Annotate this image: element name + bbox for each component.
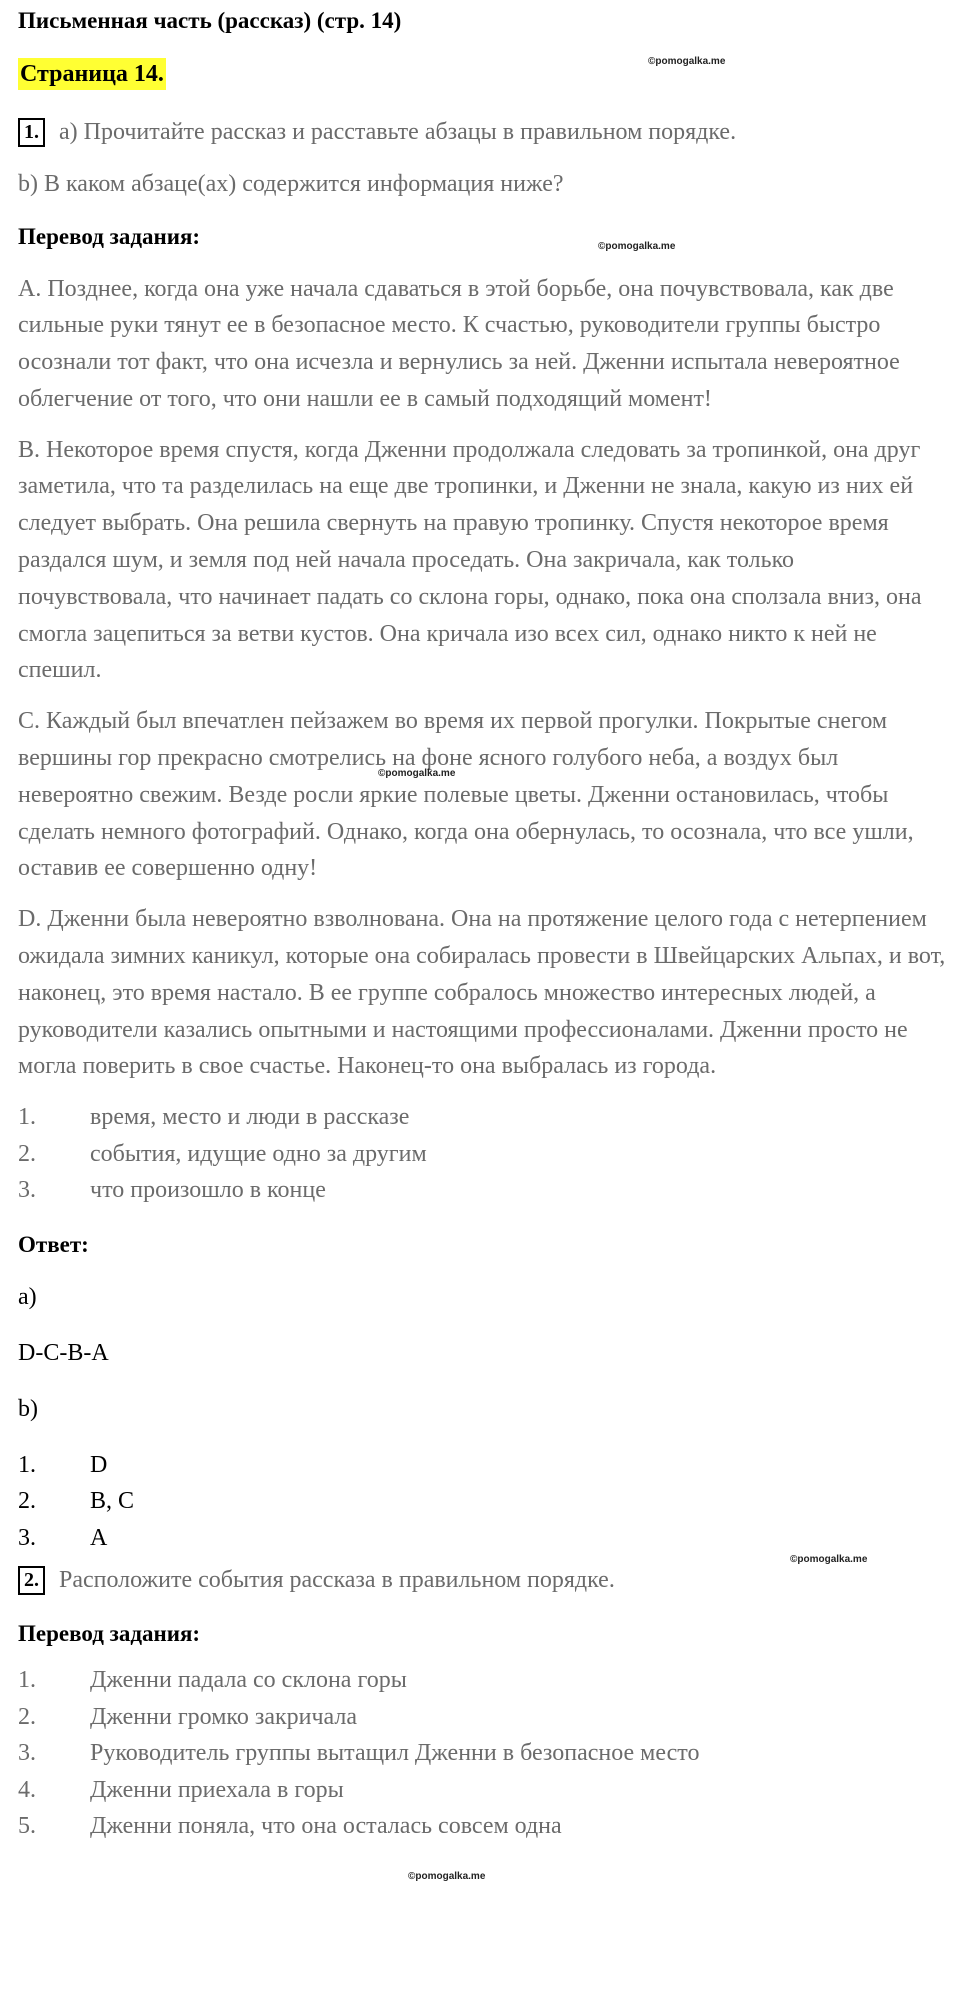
list-item-text: время, место и люди в рассказе — [90, 1104, 410, 1131]
paragraph-b: B. Некоторое время спустя, когда Дженни продолжала следовать за тропинкой, она друг заметила, что та разделилась на еще две тропинки, и Дженни не знала, какую из них ей следует выбрать. Она решила свернуть на правую тропинку. Спустя некоторое время раздался шум, и земля под ней начала проседать. Она закричала, как только почувствовала, что начинает падать со склона горы, однако, пока она сползала вниз, она смогла зацепиться за ветви кустов. Она кричала изо всех сил, однако никто к ней не спешил. — [18, 436, 922, 684]
list-item-text: Руководитель группы вытащил Дженни в безопасное место — [90, 1740, 700, 1767]
list-item-text: Дженни поняла, что она осталась совсем одна — [90, 1813, 562, 1840]
list-item-number: 3. — [18, 1524, 36, 1551]
list-item — [18, 1808, 948, 1845]
list-item-text: Дженни приехала в горы — [90, 1776, 344, 1803]
list-item-number: 2. — [18, 1488, 36, 1515]
paragraph-a: A. Позднее, когда она уже начала сдаваться в этой борьбе, она почувствовала, как две сильные руки тянут ее в безопасное место. К счастью, руководители группы быстро осознали тот факт, что она исчезла и вернулись за ней. Дженни испытала невероятное облегчение от того, что они нашли ее в самый подходящий момент! — [18, 275, 900, 412]
list-item-text: Дженни громко закричала — [90, 1703, 358, 1730]
paragraph-c: C. Каждый был впечатлен пейзажем во время их первой прогулки. Покрытые снегом вершины гор прекрасно смотрелись на фоне ясного голубого неба, а воздух был невероятно свежим. Везде росли яркие полевые цветы. Дженни остановилась, чтобы сделать немного фотографий. Однако, когда она обернулась, то осознала, что все ушли, оставив ее совершенно одну! — [18, 708, 914, 882]
translation-heading-1: Перевод задания: — [18, 223, 201, 249]
task-2-number: 2. — [18, 1566, 45, 1595]
list-item — [18, 1699, 948, 1736]
list-item — [18, 1662, 948, 1699]
task-1-line-a: a) Прочитайте рассказ и расставьте абзацы в правильном порядке. — [59, 119, 737, 145]
paragraph-d: D. Дженни была невероятно взволнована. Она на протяжение целого года с нетерпением ожидала зимних каникул, которые она собиралась провести в Швейцарских Альпах, и вот, наконец, это время настало. В ее группе собралось множество интересных людей, а руководители казались опытными и настоящими профессионалами. Дженни просто не могла поверить в свое счастье. Наконец-то она выбралась из города. — [18, 906, 946, 1080]
answer-a-value: D-C-B-A — [18, 1339, 109, 1366]
list-item — [18, 1520, 948, 1557]
page-subtitle: Страница 14. — [18, 58, 166, 90]
document-page — [18, 6, 948, 1845]
task-2-text: Расположите события рассказа в правильном порядке. — [59, 1567, 615, 1594]
list-item — [18, 1447, 948, 1484]
answer-b-list — [18, 1447, 948, 1557]
list-item-number: 1. — [18, 1104, 36, 1131]
list-item-text: события, идущие одно за другим — [90, 1140, 427, 1167]
list-item-number: 2. — [18, 1140, 36, 1167]
list-item-text: что произошло в конце — [90, 1177, 326, 1204]
list-item-text: Дженни падала со склона горы — [90, 1667, 407, 1694]
watermark: ©pomogalka.me — [648, 56, 726, 67]
list-item — [18, 1772, 948, 1809]
task-1-number: 1. — [18, 118, 45, 147]
task-1 — [18, 114, 948, 150]
task-1-line-b: b) В каком абзаце(ах) содержится информация ниже? — [18, 171, 564, 197]
events-list — [18, 1662, 948, 1845]
answer-a-label: a) — [18, 1283, 37, 1310]
list-item-text: B, C — [90, 1488, 135, 1515]
info-list — [18, 1099, 948, 1209]
page-title: Письменная часть (рассказ) (стр. 14) — [18, 8, 402, 33]
watermark: ©pomogalka.me — [408, 1871, 486, 1882]
list-item-number: 3. — [18, 1740, 36, 1767]
answer-heading: Ответ: — [18, 1231, 89, 1257]
list-item-number: 1. — [18, 1451, 36, 1478]
answer-b-label: b) — [18, 1395, 38, 1422]
task-2 — [18, 1562, 948, 1598]
list-item — [18, 1735, 948, 1772]
watermark: ©pomogalka.me — [790, 1554, 868, 1565]
list-item — [18, 1172, 948, 1209]
translation-heading-2: Перевод задания: — [18, 1621, 201, 1647]
list-item-number: 5. — [18, 1813, 36, 1840]
list-item-text: A — [90, 1524, 108, 1551]
subtitle-row — [18, 58, 948, 92]
list-item — [18, 1483, 948, 1520]
list-item-text: D — [90, 1451, 108, 1478]
list-item-number: 2. — [18, 1703, 36, 1730]
list-item-number: 4. — [18, 1776, 36, 1803]
list-item — [18, 1099, 948, 1136]
watermark: ©pomogalka.me — [378, 768, 456, 779]
list-item-number: 1. — [18, 1667, 36, 1694]
watermark: ©pomogalka.me — [598, 241, 676, 252]
list-item-number: 3. — [18, 1177, 36, 1204]
list-item — [18, 1136, 948, 1173]
